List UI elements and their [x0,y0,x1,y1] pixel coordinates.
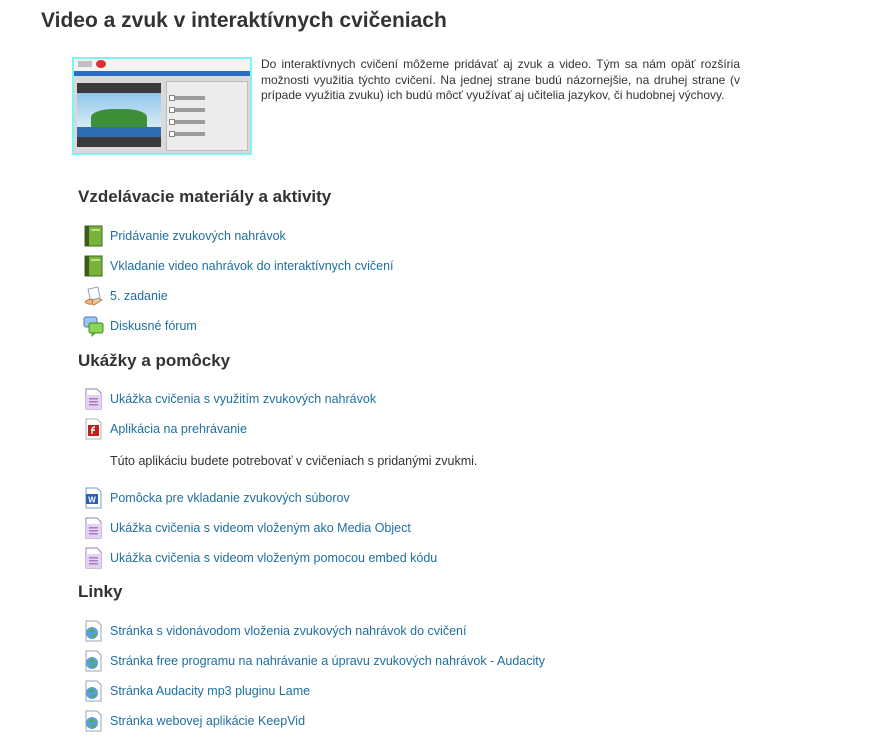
section-heading-materials: Vzdelávacie materiály a aktivity [78,187,332,206]
external-link[interactable]: Stránka free programu na nahrávanie a úpravu zvukových nahrávok - Audacity [110,654,545,668]
resource-link[interactable]: Ukážka cvičenia s využitím zvukových nahrávok [110,392,377,406]
activity-link[interactable]: Vkladanie video nahrávok do interaktívnych cvičení [110,259,394,273]
resource-item[interactable] [83,388,376,410]
svg-text:W: W [88,495,96,505]
activity-item[interactable] [83,285,168,307]
external-link[interactable]: Stránka s vidonávodom vloženia zvukových nahrávok do cvičení [110,624,467,638]
web-link-icon [83,650,104,672]
external-link[interactable]: Stránka Audacity mp3 pluginu Lame [110,684,311,698]
web-link-icon [83,680,104,702]
activity-item[interactable] [83,315,197,337]
link-item[interactable] [83,650,545,672]
resource-item[interactable] [83,418,247,440]
activity-item[interactable] [83,225,286,247]
assignment-icon [83,285,104,307]
intro-text: Do interaktívnych cvičení môžeme pridávať aj zvuk a video. Tým sa nám opäť rozšíria možnosti využitia týchto cvičení. Na jednej strane budú názornejšie, na druhej strane (v prípade využitia zvuku) ich budú môcť využívať aj učitelia jazykov, či hudobnej výchovy. [261,57,740,102]
resource-link[interactable]: Ukážka cvičenia s videom vloženým ako Media Object [110,521,411,535]
flash-file-icon [83,418,104,440]
page-title: Video a zvuk v interaktívnych cvičeniach [41,9,447,32]
link-item[interactable] [83,620,466,642]
link-item[interactable] [83,710,305,732]
resource-description: Túto aplikáciu budete potrebovať v cvičeniach s pridanými zvukmi. [110,454,478,468]
external-link[interactable]: Stránka webovej aplikácie KeepVid [110,714,306,728]
link-item[interactable] [83,680,310,702]
resource-link[interactable]: Ukážka cvičenia s videom vloženým pomocou embed kódu [110,551,438,565]
exercise-preview-image [72,57,252,155]
html-file-icon [83,547,104,569]
book-icon [83,255,104,277]
html-file-icon [83,388,104,410]
activity-link[interactable]: Pridávanie zvukových nahrávok [110,229,286,243]
resource-link[interactable]: Pomôcka pre vkladanie zvukových súborov [110,491,350,505]
section-heading-samples: Ukážky a pomôcky [78,351,231,370]
resource-item[interactable] [83,517,411,539]
resource-item[interactable] [83,547,437,569]
resource-item[interactable] [83,487,350,509]
book-icon [83,225,104,247]
resource-link[interactable]: Aplikácia na prehrávanie [110,422,247,436]
activity-link[interactable]: Diskusné fórum [110,319,197,333]
section-heading-links: Linky [78,582,123,601]
html-file-icon [83,517,104,539]
word-document-icon [83,487,104,509]
activity-item[interactable] [83,255,394,277]
activity-link[interactable]: 5. zadanie [110,289,168,303]
web-link-icon [83,710,104,732]
web-link-icon [83,620,104,642]
forum-icon [83,315,104,337]
